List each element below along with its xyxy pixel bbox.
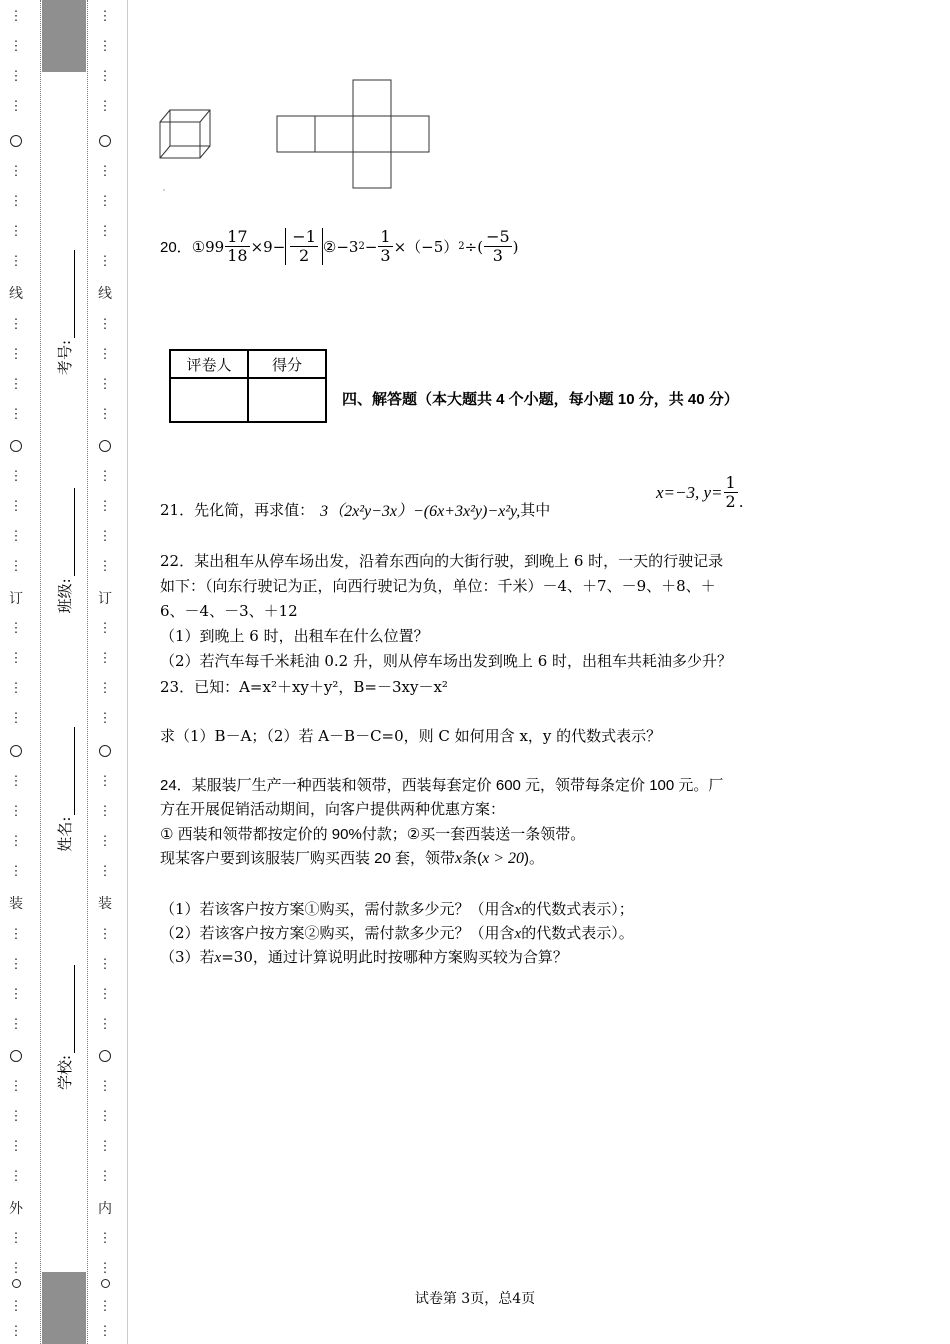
question-22-line-1: 22．某出租车从停车场出发，沿着东西向的大街行驶，到晚上 6 时，一天的行驶记录 (160, 552, 724, 570)
question-24-line-3: ① 西装和领带都按定价的 90%付款；②买一套西装送一条领带。 (160, 826, 586, 843)
question-23-line-2: 求（1）B－A；（2）若 A－B－C=0，则 C 如何用含 x，y 的代数式表示？ (160, 727, 662, 745)
binding-circle-icon (10, 135, 22, 147)
binding-circle-icon (99, 1050, 111, 1062)
margin-line-edge (127, 0, 128, 1344)
margin-line-inner (87, 0, 88, 1344)
margin-inner-column: ⋮ ⋮ ⋮ ⋮ ⋮ ⋮ ⋮ ⋮ 线 ⋮ ⋮ ⋮ ⋮ ⋮ ⋮ ⋮ ⋮ 订 ⋮ ⋮ ⋮ ⋮ ⋮ ⋮ ⋮ ⋮ 装 ⋮ ⋮ ⋮ ⋮ ⋮ ⋮ ⋮ ⋮ 内 ⋮ ⋮ ⋮ ⋮ (95, 0, 115, 1344)
exam-number-field[interactable]: 考号: (54, 250, 75, 375)
question-22-sub-1: （1）到晚上 6 时，出租车在什么位置？ (160, 627, 429, 645)
question-20: 20． ①99 $\frac{17}{18}$ ×9− $\frac{-1}{2}$ ②−3 2 − $\frac{1}{3}$ ×（−5） 2 ÷( $\frac{-5}{3}$ ) (160, 227, 519, 265)
question-22-line-3: 6、－4、－3、＋12 (160, 602, 298, 620)
grader-header: 评卷人 (170, 350, 248, 378)
margin-shade-bottom (42, 1272, 86, 1344)
question-24-sub-2: （2）若该客户按方案②购买，需付款多少元？（用含x的代数式表示）。 (160, 924, 634, 942)
question-24-line-1: 24．某服装厂生产一种西装和领带，西装每套定价 600 元，领带每条定价 100 元。厂 (160, 777, 724, 794)
binding-circle-icon (99, 745, 111, 757)
question-22-line-2: 如下：（向东行驶记为正，向西行驶记为负，单位：千米）－4、＋7、－9、＋8、＋ (160, 577, 716, 595)
question-24-line-4: 现某客户要到该服装厂购买西装 20 套，领带x条(x > 20)。 (160, 850, 545, 867)
binding-circle-icon (12, 1279, 21, 1288)
margin-shade-top (42, 0, 86, 72)
binding-circle-icon (10, 745, 22, 757)
binding-circle-icon (101, 1279, 110, 1288)
school-field[interactable]: 学校: (54, 965, 75, 1090)
score-header: 得分 (248, 350, 326, 378)
margin-outer-column: ⋮ ⋮ ⋮ ⋮ ⋮ ⋮ ⋮ ⋮ 线 ⋮ ⋮ ⋮ ⋮ ⋮ ⋮ ⋮ ⋮ 订 ⋮ ⋮ ⋮ ⋮ ⋮ ⋮ ⋮ ⋮ 装 ⋮ ⋮ ⋮ ⋮ ⋮ ⋮ ⋮ ⋮ 外 ⋮ ⋮ ⋮ ⋮ (6, 0, 26, 1344)
margin-char: 订 (9, 591, 23, 607)
question-24-sub-3: （3）若x=30，通过计算说明此时按哪种方案购买较为合算？ (160, 948, 568, 966)
score-table (169, 349, 327, 423)
binding-circle-icon (99, 135, 111, 147)
cube-net-figure (276, 78, 430, 192)
section-4-title: 四、解答题（本大题共 4 个小题，每小题 10 分，共 40 分） (342, 391, 739, 408)
name-field[interactable]: 姓名: (54, 727, 75, 852)
margin-char: 订 (98, 591, 112, 607)
fraction: $\frac{1}{3}$ (380, 227, 391, 265)
question-24-line-2: 方在开展促销活动期间，向客户提供两种优惠方案： (160, 801, 506, 818)
margin-char: 线 (9, 286, 23, 302)
margin-char: 装 (9, 896, 23, 912)
binding-circle-icon (10, 1050, 22, 1062)
binding-circle-icon (10, 440, 22, 452)
question-21-condition: x=−3, y= $\frac{1}{2}$ . (656, 473, 744, 511)
grader-cell[interactable] (170, 378, 248, 422)
margin-char: 外 (9, 1201, 23, 1217)
question-24-sub-1: （1）若该客户按方案①购买，需付款多少元？（用含x的代数式表示）； (160, 900, 634, 918)
cube-figure (156, 104, 218, 194)
margin-char: 装 (98, 896, 112, 912)
fraction: $\frac{17}{18}$ (227, 227, 248, 265)
class-field[interactable]: 班级: (54, 488, 75, 613)
margin-char: 内 (98, 1201, 112, 1217)
question-23-line-1: 23．已知：A=x²＋xy＋y²，B=－3xy－x² (160, 678, 448, 696)
margin-line-outer (40, 0, 41, 1344)
margin-char: 线 (98, 286, 112, 302)
binding-circle-icon (99, 440, 111, 452)
question-21: 21．先化简，再求值： 3（2x²y−3x）−(6x+3x²y)−x²y, 其中 (160, 501, 551, 520)
score-cell[interactable] (248, 378, 326, 422)
absolute-value: $\frac{-1}{2}$ (285, 228, 323, 265)
fraction: $\frac{-5}{3}$ (486, 227, 510, 265)
page-footer: 试卷第 3页，总4页 (414, 1291, 536, 1307)
question-22-sub-2: （2）若汽车每千米耗油 0.2 升，则从停车场出发到晚上 6 时，出租车共耗油多少升？ (160, 652, 733, 670)
